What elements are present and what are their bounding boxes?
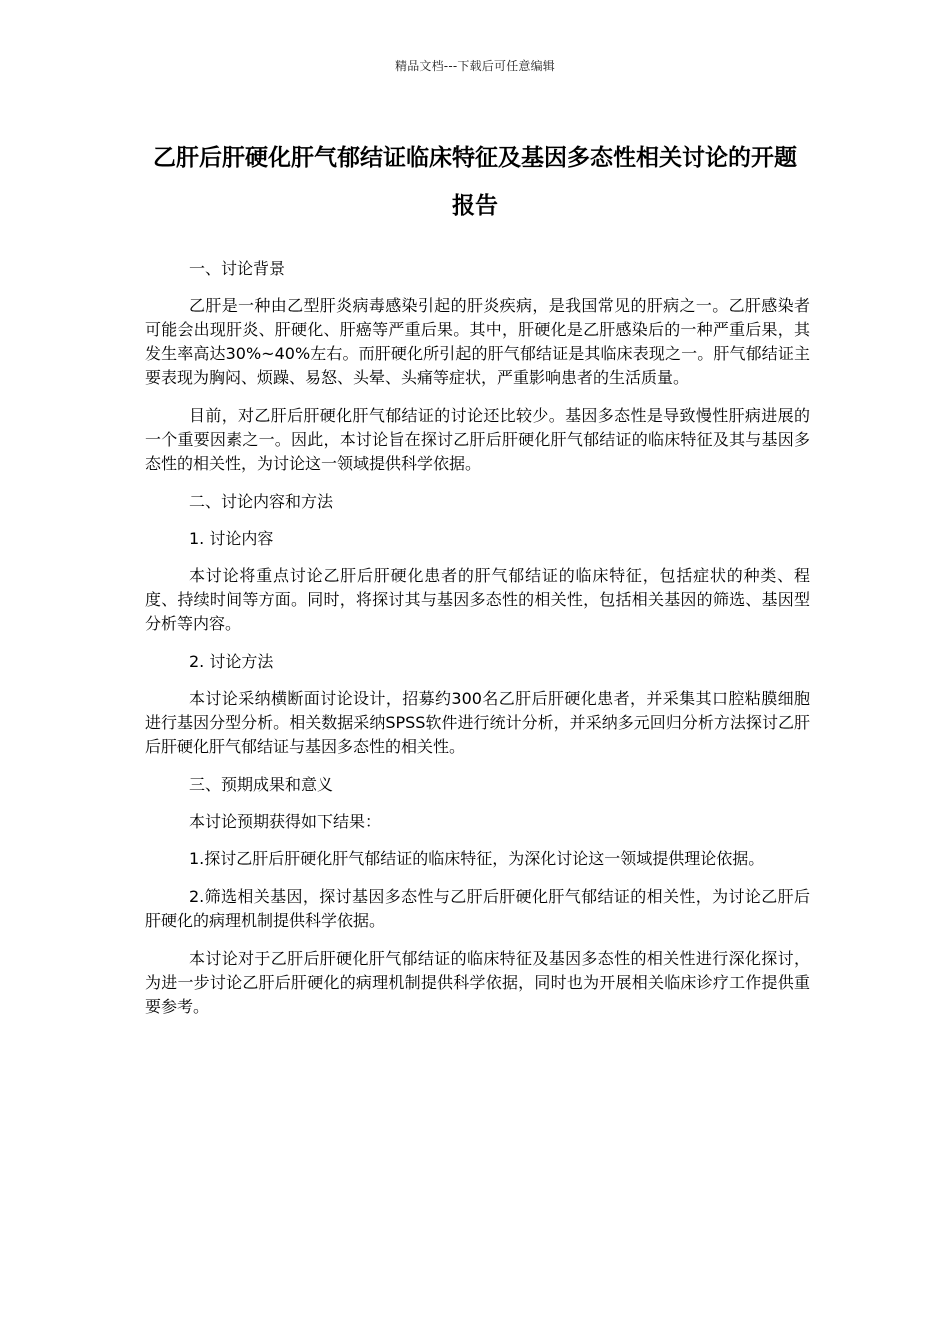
paragraph-content-1: 本讨论将重点讨论乙肝后肝硬化患者的肝气郁结证的临床特征，包括症状的种类、程度、持续时间等方面。同时，将探讨其与基因多态性的相关性，包括相关基因的筛选、基因型分析等内容。 — [145, 566, 810, 633]
list-item-result-2: 2.筛选相关基因，探讨基因多态性与乙肝后肝硬化肝气郁结证的相关性，为讨论乙肝后肝硬化的病理机制提供科学依据。 — [145, 887, 810, 930]
header-note: 精品文档---下载后可任意编辑 — [395, 59, 555, 73]
paragraph-results-intro: 本讨论预期获得如下结果： — [189, 812, 382, 831]
subheading-content: 1. 讨论内容 — [189, 529, 274, 548]
document-title: 乙肝后肝硬化肝气郁结证临床特征及基因多态性相关讨论的开题报告 — [153, 145, 797, 219]
subheading-method: 2. 讨论方法 — [189, 652, 274, 671]
paragraph-background-1: 乙肝是一种由乙型肝炎病毒感染引起的肝炎疾病，是我国常见的肝病之一。乙肝感染者可能会出现肝炎、肝硬化、肝癌等严重后果。其中，肝硬化是乙肝感染后的一种严重后果，其发生率高达30%~40%左右。而肝硬化所引起的肝气郁结证是其临床表现之一。肝气郁结证主要表现为胸闷、烦躁、易怒、头晕、头痛等症状，严重影响患者的生活质量。 — [145, 296, 810, 387]
paragraph-conclusion: 本讨论对于乙肝后肝硬化肝气郁结证的临床特征及基因多态性的相关性进行深化探讨，为进一步讨论乙肝后肝硬化的病理机制提供科学依据，同时也为开展相关临床诊疗工作提供重要参考。 — [145, 949, 810, 1016]
paragraph-method: 本讨论采纳横断面讨论设计，招募约300名乙肝后肝硬化患者，并采集其口腔粘膜细胞进行基因分型分析。相关数据采纳SPSS软件进行统计分析，并采纳多元回归分析方法探讨乙肝后肝硬化肝气郁结证与基因多态性的相关性。 — [145, 689, 810, 756]
section-heading-results: 三、预期成果和意义 — [189, 775, 334, 794]
paragraph-background-2: 目前，对乙肝后肝硬化肝气郁结证的讨论还比较少。基因多态性是导致慢性肝病进展的一个重要因素之一。因此，本讨论旨在探讨乙肝后肝硬化肝气郁结证的临床特征及其与基因多态性的相关性，为讨论这一领域提供科学依据。 — [145, 406, 810, 473]
list-item-result-1: 1.探讨乙肝后肝硬化肝气郁结证的临床特征，为深化讨论这一领域提供理论依据。 — [189, 849, 765, 868]
section-heading-background: 一、讨论背景 — [189, 259, 286, 278]
section-heading-content: 二、讨论内容和方法 — [189, 492, 334, 511]
document-body — [145, 257, 810, 1033]
